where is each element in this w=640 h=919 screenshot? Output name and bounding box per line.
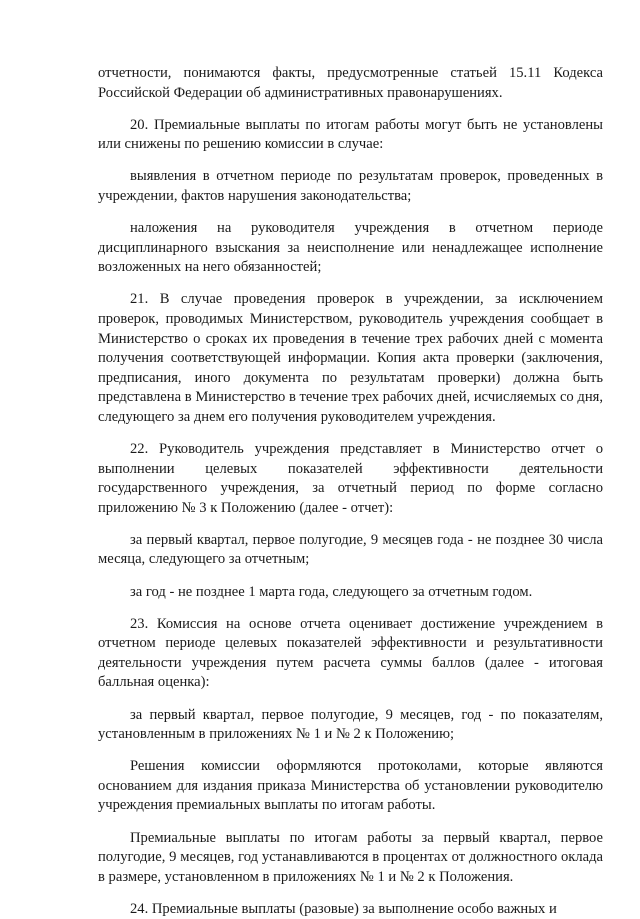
- paragraph-20: 20. Премиальные выплаты по итогам работы могут быть не установлены или снижены по решению комиссии в случае:: [98, 116, 603, 153]
- paragraph-commission-decisions: Решения комиссии оформляются протоколами, которые являются основанием для издания приказа Министерства об установлении руководителю учреждения премиальных выплаты по итогам работы.: [98, 758, 603, 814]
- paragraph-20-case-2: наложения на руководителя учреждения в отчетном периоде дисциплинарного взыскания за неисполнение или ненадлежащее исполнение возложенных на него обязанностей;: [98, 220, 603, 276]
- paragraph-24: 24. Премиальные выплаты (разовые) за выполнение особо важных и: [130, 900, 557, 917]
- paragraph-22-period-2: за год - не позднее 1 марта года, следующего за отчетным годом.: [130, 583, 533, 600]
- paragraph-22-period-1: за первый квартал, первое полугодие, 9 месяцев года - не позднее 30 числа месяца, следующего за отчетным;: [98, 531, 603, 568]
- document-page: [98, 64, 603, 919]
- paragraph-23: 23. Комиссия на основе отчета оценивает достижение учреждением в отчетном периоде целевых показателей эффективности и результативности деятельности учреждения путем расчета суммы баллов (далее - итоговая балльная оценка):: [98, 615, 603, 691]
- paragraph-premium-payments: Премиальные выплаты по итогам работы за первый квартал, первое полугодие, 9 месяцев, год устанавливаются в процентах от должностного оклада в размере, установленном в приложениях № 1 и № 2 к Положения.: [98, 829, 603, 885]
- paragraph-23-period: за первый квартал, первое полугодие, 9 месяцев, год - по показателям, установленным в приложениях № 1 и № 2 к Положению;: [98, 706, 603, 743]
- paragraph-22: 22. Руководитель учреждения представляет в Министерство отчет о выполнении целевых показателей эффективности деятельности государственного учреждения, за отчетный период по форме согласно приложению № 3 к Положению (далее - отчет):: [98, 441, 603, 516]
- paragraph-20-case-1: выявления в отчетном периоде по результатам проверок, проведенных в учреждении, фактов нарушения законодательства;: [98, 168, 603, 204]
- paragraph-continuation: отчетности, понимаются факты, предусмотренные статьей 15.11 Кодекса Российской Федерации об административных правонарушениях.: [98, 65, 603, 101]
- paragraph-21: 21. В случае проведения проверок в учреждении, за исключением проверок, проводимых Министерством, руководитель учреждения сообщает в Министерство о сроках их проведения в течение трех рабочих дней с момента получения соответствующей информации. Копия акта проверки (заключения, предписания, иного документа по результатам проверки) должна быть представлена в Министерство в течение трех рабочих дней, исчисляемых со дня, следующего за днем его получения руководителем учреждения.: [98, 291, 603, 425]
